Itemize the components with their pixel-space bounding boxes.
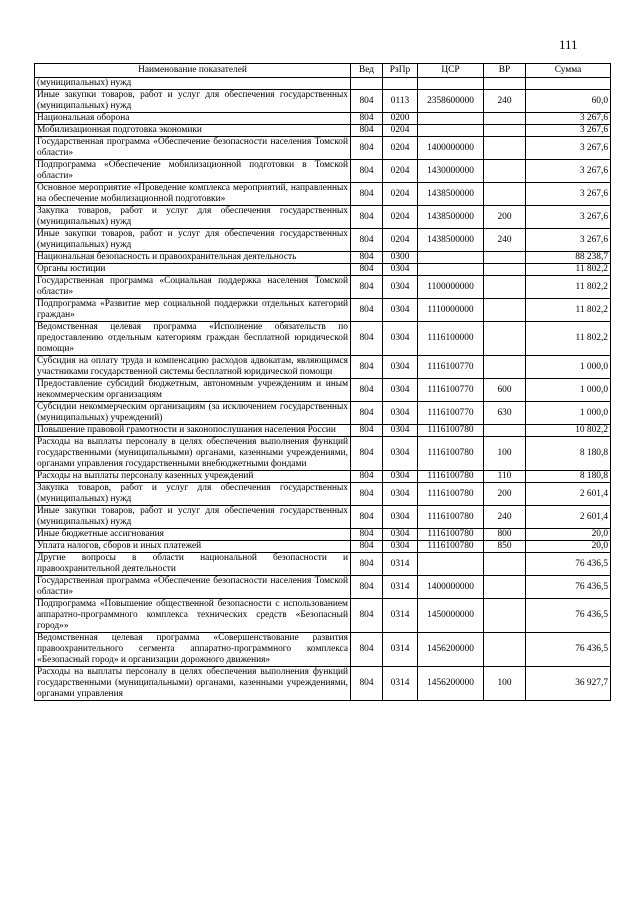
cell-vr xyxy=(484,183,526,206)
cell-ved: 804 xyxy=(351,541,383,553)
cell-rzpr: 0304 xyxy=(383,299,418,322)
cell-name: Подпрограмма «Развитие мер социальной поддержки отдельных категорий граждан» xyxy=(35,299,351,322)
cell-sum: 3 267,6 xyxy=(526,206,611,229)
cell-vr xyxy=(484,425,526,437)
cell-vr: 100 xyxy=(484,437,526,471)
cell-rzpr: 0304 xyxy=(383,483,418,506)
cell-csr: 1116100780 xyxy=(418,541,484,553)
cell-csr: 1110000000 xyxy=(418,299,484,322)
cell-name: Другие вопросы в области национальной безопасности и правоохранительной деятельности xyxy=(35,553,351,576)
cell-vr xyxy=(484,299,526,322)
cell-csr: 1438500000 xyxy=(418,183,484,206)
cell-sum: 11 802,2 xyxy=(526,276,611,299)
cell-rzpr: 0204 xyxy=(383,137,418,160)
cell-csr xyxy=(418,78,484,90)
cell-ved: 804 xyxy=(351,264,383,276)
table-row xyxy=(35,667,611,701)
cell-ved: 804 xyxy=(351,183,383,206)
cell-sum: 8 180,8 xyxy=(526,437,611,471)
cell-ved: 804 xyxy=(351,137,383,160)
cell-name: Закупка товаров, работ и услуг для обеспечения государственных (муниципальных) нужд xyxy=(35,483,351,506)
cell-vr xyxy=(484,553,526,576)
cell-vr: 600 xyxy=(484,379,526,402)
cell-csr: 1100000000 xyxy=(418,276,484,299)
cell-vr xyxy=(484,160,526,183)
table-row xyxy=(35,125,611,137)
cell-name: Государственная программа «Обеспечение безопасности населения Томской области» xyxy=(35,137,351,160)
cell-ved: 804 xyxy=(351,125,383,137)
cell-vr: 850 xyxy=(484,541,526,553)
cell-ved xyxy=(351,78,383,90)
cell-vr xyxy=(484,322,526,356)
cell-rzpr: 0204 xyxy=(383,183,418,206)
table-row xyxy=(35,425,611,437)
cell-name: Иные бюджетные ассигнования xyxy=(35,529,351,541)
cell-csr: 1438500000 xyxy=(418,229,484,252)
cell-name: Расходы на выплаты персоналу казенных учреждений xyxy=(35,471,351,483)
cell-vr: 240 xyxy=(484,90,526,113)
cell-name: Иные закупки товаров, работ и услуг для обеспечения государственных (муниципальных) нужд xyxy=(35,506,351,529)
cell-sum: 3 267,6 xyxy=(526,229,611,252)
cell-name: Предоставление субсидий бюджетным, автономным учреждениям и иным некоммерческим организациям xyxy=(35,379,351,402)
cell-ved: 804 xyxy=(351,667,383,701)
cell-name: Мобилизационная подготовка экономики xyxy=(35,125,351,137)
cell-sum: 88 238,7 xyxy=(526,252,611,264)
table-row xyxy=(35,529,611,541)
cell-csr: 1438500000 xyxy=(418,206,484,229)
cell-rzpr: 0304 xyxy=(383,541,418,553)
cell-vr: 200 xyxy=(484,206,526,229)
cell-name: Субсидия на оплату труда и компенсацию расходов адвокатам, являющимся участниками государственной системы бесплатной юридической помощи xyxy=(35,356,351,379)
cell-csr xyxy=(418,113,484,125)
cell-csr xyxy=(418,553,484,576)
cell-csr: 1116100780 xyxy=(418,437,484,471)
table-row xyxy=(35,78,611,90)
cell-vr xyxy=(484,113,526,125)
table-row xyxy=(35,506,611,529)
cell-ved: 804 xyxy=(351,553,383,576)
table-row xyxy=(35,252,611,264)
cell-rzpr: 0204 xyxy=(383,229,418,252)
cell-rzpr: 0304 xyxy=(383,506,418,529)
cell-name: Основное мероприятие «Проведение комплекса мероприятий, направленных на обеспечение мобилизационной подготовки» xyxy=(35,183,351,206)
cell-vr xyxy=(484,356,526,379)
cell-rzpr: 0113 xyxy=(383,90,418,113)
cell-rzpr: 0204 xyxy=(383,206,418,229)
cell-rzpr: 0200 xyxy=(383,113,418,125)
cell-vr: 200 xyxy=(484,483,526,506)
cell-sum: 1 000,0 xyxy=(526,356,611,379)
cell-rzpr: 0304 xyxy=(383,471,418,483)
cell-name: Иные закупки товаров, работ и услуг для обеспечения государственных (муниципальных) нужд xyxy=(35,90,351,113)
cell-ved: 804 xyxy=(351,633,383,667)
cell-csr: 1116100780 xyxy=(418,425,484,437)
cell-csr: 1456200000 xyxy=(418,667,484,701)
cell-rzpr: 0304 xyxy=(383,264,418,276)
cell-ved: 804 xyxy=(351,506,383,529)
cell-rzpr: 0304 xyxy=(383,402,418,425)
cell-rzpr: 0304 xyxy=(383,322,418,356)
cell-vr xyxy=(484,276,526,299)
cell-csr: 1116100780 xyxy=(418,506,484,529)
cell-name: (муниципальных) нужд xyxy=(35,78,351,90)
table-row xyxy=(35,322,611,356)
table-row xyxy=(35,471,611,483)
cell-csr: 1116100770 xyxy=(418,402,484,425)
cell-ved: 804 xyxy=(351,229,383,252)
cell-name: Национальная безопасность и правоохранительная деятельность xyxy=(35,252,351,264)
cell-sum: 76 436,5 xyxy=(526,599,611,633)
table-row xyxy=(35,276,611,299)
header-vr: ВР xyxy=(484,64,526,78)
header-name: Наименование показателей xyxy=(35,64,351,78)
cell-ved: 804 xyxy=(351,299,383,322)
cell-sum: 3 267,6 xyxy=(526,183,611,206)
cell-rzpr: 0300 xyxy=(383,252,418,264)
cell-sum: 76 436,5 xyxy=(526,576,611,599)
cell-csr xyxy=(418,264,484,276)
cell-ved: 804 xyxy=(351,90,383,113)
cell-name: Национальная оборона xyxy=(35,113,351,125)
cell-sum: 11 802,2 xyxy=(526,322,611,356)
table-row xyxy=(35,553,611,576)
cell-name: Повышение правовой грамотности и законопослушания населения России xyxy=(35,425,351,437)
cell-sum: 3 267,6 xyxy=(526,137,611,160)
cell-ved: 804 xyxy=(351,379,383,402)
table-row xyxy=(35,206,611,229)
cell-csr: 1116100780 xyxy=(418,483,484,506)
page-number: 111 xyxy=(559,37,578,52)
cell-sum: 2 601,4 xyxy=(526,483,611,506)
cell-ved: 804 xyxy=(351,252,383,264)
cell-vr: 630 xyxy=(484,402,526,425)
header-csr: ЦСР xyxy=(418,64,484,78)
table-row xyxy=(35,264,611,276)
cell-vr: 240 xyxy=(484,506,526,529)
table-row xyxy=(35,299,611,322)
cell-sum: 2 601,4 xyxy=(526,506,611,529)
cell-rzpr: 0314 xyxy=(383,599,418,633)
cell-sum: 76 436,5 xyxy=(526,553,611,576)
cell-sum: 8 180,8 xyxy=(526,471,611,483)
table-row xyxy=(35,160,611,183)
table-row xyxy=(35,137,611,160)
cell-ved: 804 xyxy=(351,276,383,299)
table-row xyxy=(35,633,611,667)
cell-ved: 804 xyxy=(351,599,383,633)
header-ved: Вед xyxy=(351,64,383,78)
cell-vr xyxy=(484,633,526,667)
cell-sum: 11 802,2 xyxy=(526,299,611,322)
cell-ved: 804 xyxy=(351,160,383,183)
table-row xyxy=(35,599,611,633)
cell-name: Уплата налогов, сборов и иных платежей xyxy=(35,541,351,553)
table-header-row xyxy=(35,64,611,78)
cell-vr xyxy=(484,252,526,264)
cell-csr: 1116100770 xyxy=(418,379,484,402)
cell-csr xyxy=(418,252,484,264)
cell-rzpr: 0204 xyxy=(383,160,418,183)
cell-ved: 804 xyxy=(351,206,383,229)
cell-csr: 1400000000 xyxy=(418,137,484,160)
cell-sum: 60,0 xyxy=(526,90,611,113)
cell-sum: 1 000,0 xyxy=(526,379,611,402)
cell-name: Ведомственная целевая программа «Совершенствование развития правоохранительного сегмента аппаратно-программного комплекса «Безопасный город» и организации дорожного движения» xyxy=(35,633,351,667)
cell-rzpr xyxy=(383,78,418,90)
cell-rzpr: 0314 xyxy=(383,576,418,599)
cell-sum: 1 000,0 xyxy=(526,402,611,425)
cell-name: Государственная программа «Обеспечение безопасности населения Томской области» xyxy=(35,576,351,599)
cell-rzpr: 0304 xyxy=(383,437,418,471)
cell-vr xyxy=(484,78,526,90)
table-row xyxy=(35,483,611,506)
cell-csr: 2358600000 xyxy=(418,90,484,113)
cell-rzpr: 0204 xyxy=(383,125,418,137)
cell-sum: 3 267,6 xyxy=(526,113,611,125)
cell-csr: 1400000000 xyxy=(418,576,484,599)
cell-csr: 1116100000 xyxy=(418,322,484,356)
cell-ved: 804 xyxy=(351,113,383,125)
cell-sum: 10 802,2 xyxy=(526,425,611,437)
cell-vr: 110 xyxy=(484,471,526,483)
header-sum: Сумма xyxy=(526,64,611,78)
cell-rzpr: 0304 xyxy=(383,425,418,437)
cell-sum: 76 436,5 xyxy=(526,633,611,667)
cell-name: Ведомственная целевая программа «Исполнение обязательств по предоставлению отдельным категориям граждан бесплатной юридической помощи» xyxy=(35,322,351,356)
cell-vr xyxy=(484,264,526,276)
cell-name: Расходы на выплаты персоналу в целях обеспечения выполнения функций государственными (муниципальными) органами, казенными учреждениями, органами управления xyxy=(35,667,351,701)
cell-ved: 804 xyxy=(351,437,383,471)
budget-table xyxy=(34,63,611,701)
table-row xyxy=(35,183,611,206)
cell-sum xyxy=(526,78,611,90)
cell-rzpr: 0314 xyxy=(383,667,418,701)
cell-ved: 804 xyxy=(351,483,383,506)
cell-csr: 1116100780 xyxy=(418,471,484,483)
table-row xyxy=(35,541,611,553)
cell-ved: 804 xyxy=(351,356,383,379)
cell-rzpr: 0314 xyxy=(383,553,418,576)
cell-ved: 804 xyxy=(351,471,383,483)
table-row xyxy=(35,90,611,113)
cell-sum: 11 802,2 xyxy=(526,264,611,276)
cell-rzpr: 0304 xyxy=(383,276,418,299)
table-row xyxy=(35,356,611,379)
table-row xyxy=(35,379,611,402)
table-row xyxy=(35,113,611,125)
cell-ved: 804 xyxy=(351,576,383,599)
cell-vr: 100 xyxy=(484,667,526,701)
cell-sum: 3 267,6 xyxy=(526,125,611,137)
cell-sum: 36 927,7 xyxy=(526,667,611,701)
cell-csr: 1430000000 xyxy=(418,160,484,183)
cell-rzpr: 0304 xyxy=(383,379,418,402)
header-rzpr: РзПр xyxy=(383,64,418,78)
table-row xyxy=(35,437,611,471)
cell-rzpr: 0314 xyxy=(383,633,418,667)
cell-csr: 1456200000 xyxy=(418,633,484,667)
cell-name: Органы юстиции xyxy=(35,264,351,276)
cell-vr: 800 xyxy=(484,529,526,541)
cell-csr: 1116100770 xyxy=(418,356,484,379)
table-row xyxy=(35,229,611,252)
cell-name: Подпрограмма «Обеспечение мобилизационной подготовки в Томской области» xyxy=(35,160,351,183)
cell-rzpr: 0304 xyxy=(383,529,418,541)
table-row xyxy=(35,402,611,425)
cell-name: Расходы на выплаты персоналу в целях обеспечения выполнения функций государственными (муниципальными) органами, казенными учреждениями, органами управления государственными внебюджетными фондами xyxy=(35,437,351,471)
cell-name: Субсидии некоммерческим организациям (за исключением государственных (муниципальных) учреждений) xyxy=(35,402,351,425)
cell-vr xyxy=(484,137,526,160)
cell-ved: 804 xyxy=(351,322,383,356)
cell-name: Закупка товаров, работ и услуг для обеспечения государственных (муниципальных) нужд xyxy=(35,206,351,229)
cell-vr xyxy=(484,125,526,137)
cell-rzpr: 0304 xyxy=(383,356,418,379)
cell-name: Подпрограмма «Повышение общественной безопасности с использованием аппаратно-программного комплекса технических средств «Безопасный город»» xyxy=(35,599,351,633)
cell-name: Государственная программа «Социальная поддержка населения Томской области» xyxy=(35,276,351,299)
cell-vr xyxy=(484,576,526,599)
cell-sum: 3 267,6 xyxy=(526,160,611,183)
cell-csr: 1450000000 xyxy=(418,599,484,633)
cell-name: Иные закупки товаров, работ и услуг для обеспечения государственных (муниципальных) нужд xyxy=(35,229,351,252)
cell-ved: 804 xyxy=(351,529,383,541)
cell-sum: 20,0 xyxy=(526,541,611,553)
cell-vr xyxy=(484,599,526,633)
table-row xyxy=(35,576,611,599)
cell-ved: 804 xyxy=(351,402,383,425)
cell-ved: 804 xyxy=(351,425,383,437)
cell-csr: 1116100780 xyxy=(418,529,484,541)
cell-vr: 240 xyxy=(484,229,526,252)
cell-csr xyxy=(418,125,484,137)
cell-sum: 20,0 xyxy=(526,529,611,541)
